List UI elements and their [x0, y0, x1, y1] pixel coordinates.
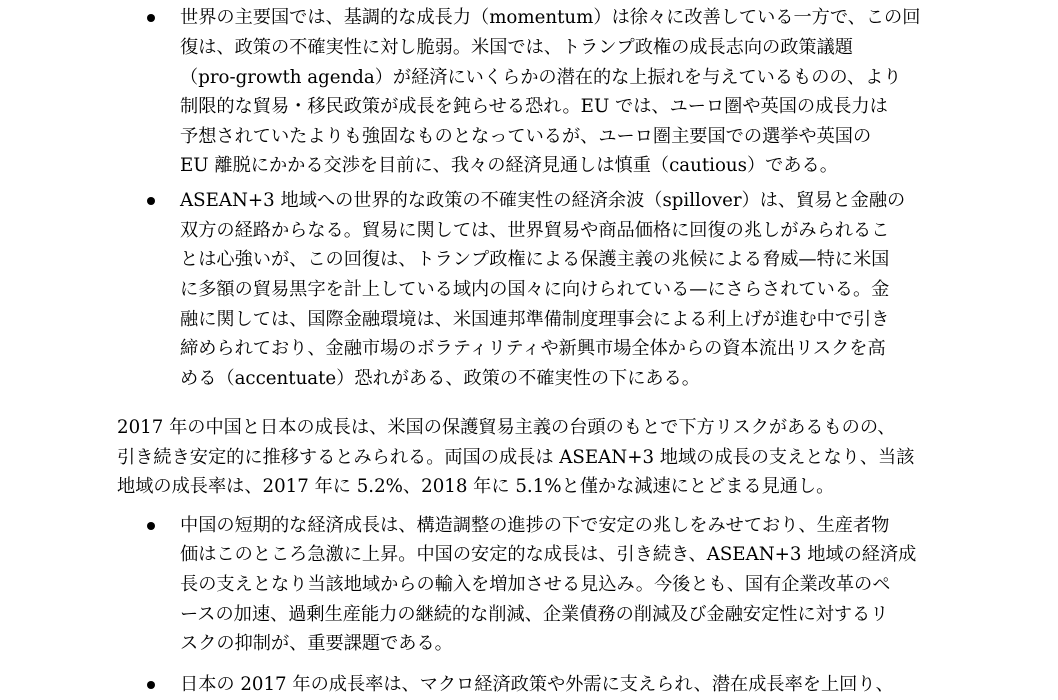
bullet-line: 予想されていたよりも強固なものとなっているが、ユーロ圏主要国での選挙や英国の: [180, 126, 872, 147]
bullet-icon: [147, 14, 155, 22]
bullet-line: 融に関しては、国際金融環境は、米国連邦準備制度理事会による利上げが進む中で引き: [180, 309, 890, 330]
bullet-icon: [147, 681, 155, 689]
bullet-line: 制限的な貿易・移民政策が成長を鈍らせる恐れ。EU では、ユーロ圏や英国の成長力は: [180, 96, 888, 117]
bullet-line: 締められており、金融市場のボラティリティや新興市場全体からの資本流出リスクを高: [180, 338, 886, 359]
bullet-line: 長の支えとなり当該地域からの輸入を増加させる見込み。今後とも、国有企業改革のペ: [180, 574, 891, 595]
bullet-line: 中国の短期的な経済成長は、構造調整の進捗の下で安定の兆しをみせており、生産者物: [180, 515, 890, 536]
paragraph-line: 地域の成長率は、2017 年に 5.2%、2018 年に 5.1%と僅かな減速にとどまる見通し。: [117, 476, 835, 497]
bullet-line: 双方の経路からなる。貿易に関しては、世界貿易や商品価格に回復の兆しがみられるこ: [180, 220, 890, 241]
bullet-line: EU 離脱にかかる交渉を目前に、我々の経済見通しは慎重（cautious）である。: [180, 155, 838, 176]
bullet-line: とは心強いが、この回復は、トランプ政権による保護主義の兆候による脅威—特に米国: [180, 249, 890, 270]
bullet-line: 復は、政策の不確実性に対し脆弱。米国では、トランプ政権の成長志向の政策議題: [180, 37, 853, 58]
bullet-line: ASEAN+3 地域への世界的な政策の不確実性の経済余波（spillover）は、貿易と金融の: [180, 190, 906, 211]
bullet-line: 価はこのところ急激に上昇。中国の安定的な成長は、引き続き、ASEAN+3 地域の経済成: [180, 544, 917, 565]
paragraph-line: 引き続き安定的に推移するとみられる。両国の成長は ASEAN+3 地域の成長の支えとなり、当該: [117, 447, 915, 468]
bullet-icon: [147, 522, 155, 530]
bullet-line: （pro-growth agenda）が経済にいくらかの潜在的な上振れを与えているものの、より: [180, 67, 902, 88]
bullet-line: スクの抑制が、重要課題である。: [180, 633, 453, 654]
bullet-line: 日本の 2017 年の成長率は、マクロ経済政策や外需に支えられ、潜在成長率を上回り、: [180, 674, 894, 695]
bullet-line: 世界の主要国では、基調的な成長力（momentum）は徐々に改善している一方で、この回: [180, 7, 921, 28]
bullet-line: に多額の貿易黒字を計上している域内の国々に向けられている—にさらされている。金: [180, 279, 890, 300]
paragraph-line: 2017 年の中国と日本の成長は、米国の保護貿易主義の台頭のもとで下方リスクがあるものの、: [117, 417, 896, 438]
bullet-line: める（accentuate）恐れがある、政策の不確実性の下にある。: [180, 368, 700, 389]
bullet-line: ースの加速、過剰生産能力の継続的な削減、企業債務の削減及び金融安定性に対するリ: [180, 604, 889, 625]
bullet-icon: [147, 197, 155, 205]
